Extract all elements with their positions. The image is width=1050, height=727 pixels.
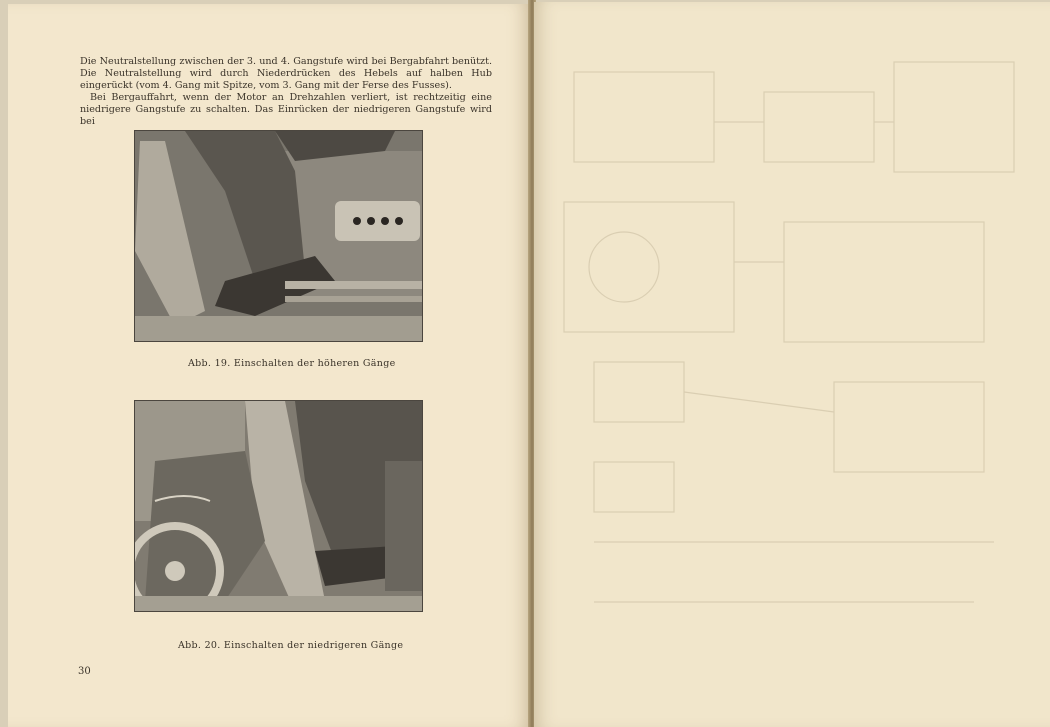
page-number: 30 (78, 666, 91, 677)
figure-20-photo (134, 400, 423, 612)
left-page (8, 4, 530, 727)
figure-20-caption: Abb. 20. Einschalten der niedrigeren Gänge (178, 640, 404, 651)
right-page (534, 2, 1050, 727)
figure-19-photo (134, 130, 423, 342)
show-through-diagram (534, 2, 1050, 727)
figure-19-caption: Abb. 19. Einschalten der höheren Gänge (188, 358, 396, 369)
body-text (80, 56, 492, 128)
paragraph-1: Die Neutralstellung zwischen der 3. und 4. Gangstufe wird bei Bergabfahrt benützt. Die Neutralstellung wird durch Niederdrücken des Hebels auf halben Hub eingerückt (vom 4. Gang mit Spitze, vom 3. Gang mit der Ferse des Fusses). (80, 56, 492, 91)
paragraph-2: Bei Bergauffahrt, wenn der Motor an Drehzahlen verliert, ist rechtzeitig eine niedrigere Gangstufe zu schalten. Das Einrücken der niedrigeren Gangstufe wird bei (80, 92, 492, 127)
